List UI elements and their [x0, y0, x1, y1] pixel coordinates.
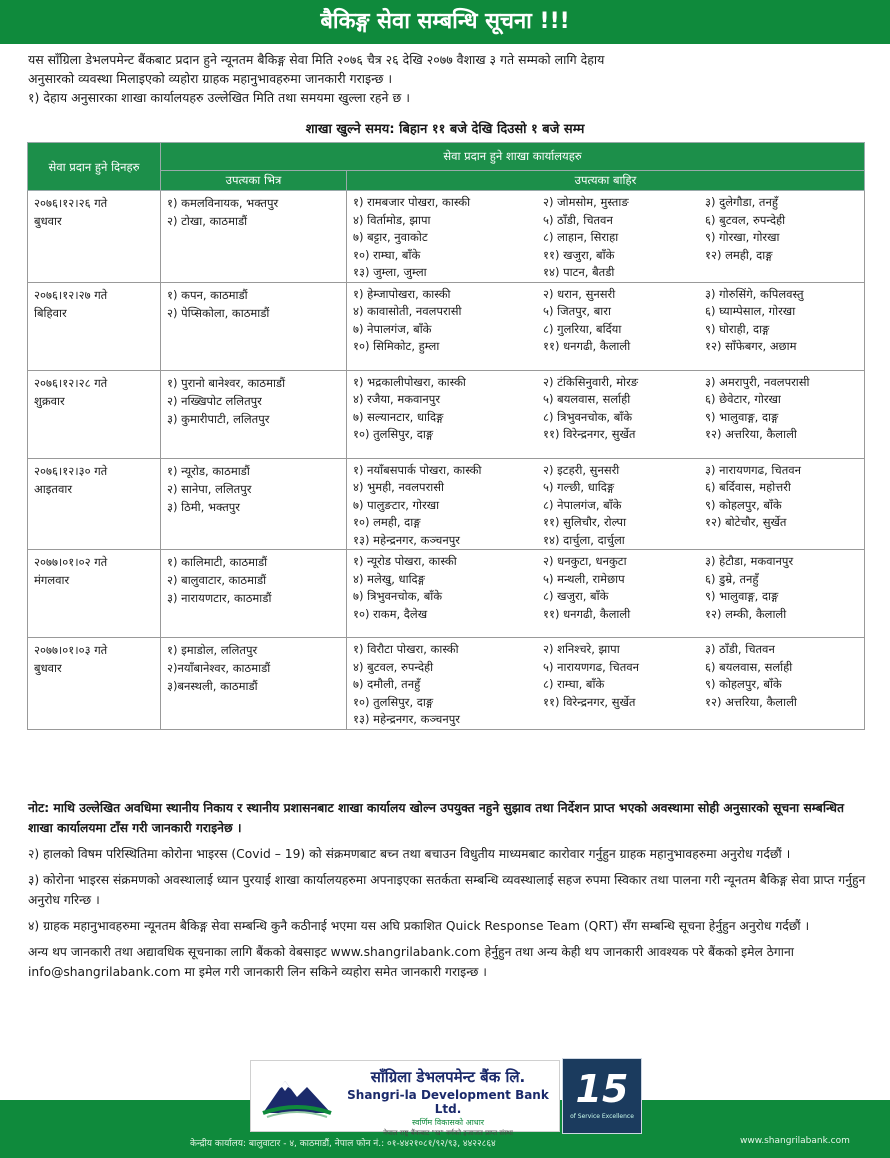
inside-branch: २) सानेपा, ललितपुर — [167, 481, 252, 496]
outside-branch: ५) नारायणगढ, चितवन — [543, 659, 640, 674]
outside-valley-cell — [347, 191, 865, 283]
day-cell — [28, 458, 161, 550]
inside-branch: २)नयाँबानेश्वर, काठमाडौं — [167, 661, 271, 675]
inside-valley-cell — [161, 370, 347, 458]
row-weekday: आइतवार — [34, 481, 73, 496]
outside-branch: ८) गुलरिया, बर्दिया — [543, 321, 622, 336]
inside-branch: १) कालिमाटी, काठमाडौं — [167, 555, 268, 569]
inside-valley-cell — [161, 282, 347, 370]
outside-branch: १) विरौटा पोखरा, कास्की — [353, 642, 459, 656]
table-row — [28, 191, 865, 283]
outside-branch: ७) दमौली, तनहुँ — [353, 677, 421, 691]
day-cell — [28, 282, 161, 370]
outside-branch: १) नयाँबसपार्क पोखरा, कास्की — [353, 462, 482, 477]
inside-branch: १) कपन, काठमाडौं — [167, 287, 248, 302]
note-3: ३) कोरोना भाइरस संक्रमणको अवस्थालाई ध्यान पुरयाई शाखा कार्यालयहरुमा अपनाइएका सतर्कता सम्बन्धि व्यवस्थालाई सहज रुपमा स्विकार तथा पालना गरी न्यूनतम बैकिङ्ग सेवा प्राप्त गर्नुहुन अनुरोध गरिन्छ । — [28, 873, 866, 907]
inside-branch: २) पेप्सिकोला, काठमाडौं — [167, 305, 270, 320]
outside-branch: २) इटहरी, सुनसरी — [543, 462, 620, 477]
day-cell — [28, 638, 161, 730]
outside-branch: ७) त्रिभुवनचोक, बाँके — [353, 589, 443, 603]
outside-branch: २) जोमसोम, मुस्ताङ — [543, 195, 629, 209]
outside-branch: ६) घ्याम्पेसाल, गोरखा — [705, 304, 796, 318]
header-days: सेवा प्रदान हुने दिनहरु — [28, 143, 161, 191]
outside-branch: १) न्यूरोड पोखरा, कास्की — [353, 554, 457, 568]
table-row — [28, 550, 865, 638]
outside-branch: ५) जितपुर, बारा — [543, 304, 611, 318]
outside-branch: १२) लमही, दाङ्ग — [705, 247, 773, 262]
outside-branch: २) धरान, सुनसरी — [543, 286, 616, 301]
logo-text — [339, 1067, 557, 1138]
outside-valley-cell — [347, 638, 865, 730]
outside-branch: ७) सल्यानटार, धादिङ्ग — [353, 409, 444, 424]
notice-title: बैकिङ्ग सेवा सम्बन्धि सूचना !!! — [0, 0, 890, 44]
outside-branch: ८) राम्घा, बाँके — [543, 677, 605, 691]
logo-name-nepali: साँग्रिला डेभलपमेन्ट बैंक लि. — [370, 1068, 526, 1086]
outside-valley-cell — [347, 370, 865, 458]
outside-branch: ६) डुम्रे, तनहुँ — [705, 571, 759, 586]
outside-branch: १२) साँफेबगर, अछाम — [705, 339, 797, 353]
inside-branch: ३) नारायणटार, काठमाडौं — [167, 591, 272, 605]
outside-branch: १३) महेन्द्रनगर, कञ्चनपुर — [353, 712, 460, 726]
table-header-row — [28, 143, 865, 171]
outside-branch: ११) सुलिचौर, रोल्पा — [543, 515, 627, 529]
outside-branch: १२) बोटेचौर, सुर्खेत — [705, 515, 787, 529]
outside-branch: ९) भालुवाङ्ग, दाङ्ग — [705, 409, 779, 424]
inside-branch: १) इमाडोल, ललितपुर — [167, 643, 258, 657]
outside-branch: ३) ठाँडी, चितवन — [705, 642, 775, 656]
row-date: २०७६।१२।२७ गते — [34, 287, 108, 302]
table-body — [28, 191, 865, 730]
outside-branch: ३) दुलेगौडा, तनहुँ — [705, 195, 778, 209]
outside-branch: ११) धनगढी, कैलाली — [543, 606, 631, 621]
header-inside-valley: उपत्यका भित्र — [161, 171, 347, 191]
outside-branch: ७) पालुङटार, गोरखा — [353, 497, 440, 512]
outside-branch: १०) सिमिकोट, हुम्ला — [353, 339, 440, 353]
outside-branch: ११) विरेन्द्रनगर, सुर्खेत — [543, 427, 636, 441]
outside-branch: ४) मलेखु, धादिङ्ग — [353, 571, 425, 586]
row-date: २०७६।१२।३० गते — [34, 463, 108, 478]
outside-branch: ८) त्रिभुवनचोक, बाँके — [543, 409, 633, 424]
outside-valley-cell — [347, 282, 865, 370]
table-row — [28, 458, 865, 550]
note-2: २) हालको विषम परिस्थितिमा कोरोना भाइरस (Covid – 19) को संक्रमणबाट बच्न तथा बचाउन विधुतीय माध्यमबाट कारोवार गर्नुहुन ग्राहक महानुभावहरुमा अनुरोध गर्दछौं । — [28, 847, 791, 861]
logo-tagline: स्वर्णिम विकासको आधार — [411, 1118, 485, 1127]
row-date: २०७७।०१।०२ गते — [34, 555, 108, 569]
anniversary-badge — [562, 1058, 642, 1134]
outside-branch: ४) रजैया, मकवानपुर — [353, 392, 441, 406]
outside-branch: ३) अमरापुरी, नवलपरासी — [705, 374, 810, 389]
note-5: अन्य थप जानकारी तथा अद्यावधिक सूचनाका लागि बैंकको वेबसाइट www.shangrilabank.com हेर्नुहुन तथा अन्य केही थप जानकारी आवश्यक परे बैंकको इमेल ठेगाना info@shangrilabank.com मा इमेल गरी जानकारी लिन सकिने व्यहोरा समेत जानकारी गराइन्छ । — [28, 945, 794, 979]
row-weekday: मंगलवार — [34, 573, 70, 587]
outside-branch: ३) हेटौडा, मकवानपुर — [705, 554, 794, 568]
inside-branch: ३) कुमारीपाटी, ललितपुर — [167, 411, 270, 426]
outside-branch: ४) विर्तामोड, झापा — [353, 212, 431, 227]
outside-branch: १३) जुम्ला, जुम्ला — [353, 265, 427, 279]
outside-branch: ४) कावासोती, नवलपरासी — [353, 304, 462, 318]
outside-branch: १०) राकम, दैलेख — [353, 606, 428, 621]
outside-branch: ३) गोरुसिंगे, कपिलवस्तु — [705, 286, 804, 301]
outside-branch: १२) लम्की, कैलाली — [705, 606, 787, 621]
footer-address: केन्द्रीय कार्यालय: बालुवाटार - ४, काठमाडौं, नेपाल फोन नं.: ०१-४४२१०८१/९२/९३, ४४२२८६४ — [190, 1139, 496, 1149]
row-weekday: बुधवार — [34, 214, 62, 228]
intro-line-2: अनुसारको व्यवस्था मिलाइएको व्यहोरा ग्राहक महानुभावहरुमा जानकारी गराइन्छ । — [28, 71, 393, 86]
intro-line-3: १) देहाय अनुसारका शाखा कार्यालयहरु उल्लेखित मिति तथा समयमा खुल्ला रहने छ । — [28, 90, 410, 105]
table-row — [28, 638, 865, 730]
inside-branch: १) न्यूरोड, काठमाडौं — [167, 463, 250, 478]
outside-branch — [705, 532, 855, 550]
row-weekday: शुक्रवार — [34, 393, 65, 408]
outside-branch: ४) भुमही, नवलपरासी — [353, 480, 445, 494]
outside-branch: १०) राम्घा, बाँके — [353, 247, 421, 262]
mountain-logo-icon — [261, 1073, 333, 1119]
row-date: २०७७।०१।०३ गते — [34, 643, 108, 657]
logo-name-english: Shangri-la Development Bank Ltd. — [347, 1088, 549, 1116]
branch-hours: शाखा खुल्ने समय: बिहान ११ बजे देखि दिउसो १ बजे सम्म — [305, 122, 585, 137]
outside-branch — [705, 711, 855, 729]
inside-branch: २) टोखा, काठमाडौं — [167, 214, 248, 228]
outside-branch: ५) मन्थली, रामेछाप — [543, 571, 625, 586]
outside-branch: १३) महेन्द्रनगर, कञ्चनपुर — [353, 532, 460, 547]
day-cell — [28, 191, 161, 283]
outside-branch: ११) खजुरा, बाँके — [543, 247, 615, 262]
header-outside-valley: उपत्यका बाहिर — [347, 171, 865, 191]
outside-branch: ४) बुटवल, रुपन्देही — [353, 659, 434, 674]
anniversary-number: 15 — [575, 1067, 629, 1111]
outside-branch: ९) कोहलपुर, बाँके — [705, 497, 782, 512]
header-branches: सेवा प्रदान हुने शाखा कार्यालयहरु — [161, 143, 865, 171]
row-weekday: बिहिवार — [34, 305, 67, 320]
outside-branch: २) शनिश्चरे, झापा — [543, 642, 620, 656]
outside-branch: १) भद्रकालीपोखरा, कास्की — [353, 374, 466, 389]
table-row — [28, 282, 865, 370]
inside-branch: ३) ठिमी, भक्तपुर — [167, 499, 240, 514]
outside-branch: ७) बट्टार, नुवाकोट — [353, 230, 428, 244]
outside-branch: ३) नारायणगढ, चितवन — [705, 462, 802, 477]
outside-branch: १) रामबजार पोखरा, कास्की — [353, 195, 471, 209]
row-weekday: बुधवार — [34, 661, 62, 675]
outside-branch: ५) गल्छी, धादिङ्ग — [543, 480, 615, 494]
inside-branch: १) पुरानो बानेश्वर, काठमाडौं — [167, 375, 286, 390]
outside-branch: १०) तुलसिपुर, दाङ्ग — [353, 427, 434, 441]
inside-valley-cell — [161, 191, 347, 283]
outside-branch: १) हेम्जापोखरा, कास्की — [353, 286, 451, 301]
day-cell — [28, 370, 161, 458]
inside-branch: १) कमलविनायक, भक्तपुर — [167, 196, 279, 210]
notes-section — [28, 798, 866, 988]
outside-branch: ७) नेपालगंज, बाँके — [353, 321, 432, 336]
row-date: २०७६।१२।२६ गते — [34, 196, 108, 210]
bank-logo — [250, 1060, 560, 1137]
inside-branch: ३)बनस्थली, काठमाडौं — [167, 679, 258, 693]
inside-branch: २) नख्खिपोट ललितपुर — [167, 393, 262, 408]
outside-branch: १०) तुलसिपुर, दाङ्ग — [353, 694, 434, 709]
anniversary-caption: of Service Excellence — [570, 1113, 634, 1120]
outside-branch: ५) ठाँडी, चितवन — [543, 212, 613, 227]
outside-branch: ८) नेपालगंज, बाँके — [543, 497, 622, 512]
logo-subline: नेपाल राष्ट्र बैंकबाट "ख" वर्गको इजाजत प्राप्त संस्था — [383, 1129, 513, 1137]
inside-valley-cell — [161, 638, 347, 730]
outside-branch: ६) बर्दिवास, महोत्तरी — [705, 480, 791, 494]
outside-branch: ११) विरेन्द्रनगर, सुर्खेत — [543, 694, 636, 709]
outside-branch: ९) घोराही, दाङ्ग — [705, 321, 770, 336]
outside-branch: २) धनकुटा, धनकुटा — [543, 554, 627, 568]
outside-branch: ६) बयलवास, सर्लाही — [705, 659, 793, 674]
outside-branch: ६) छेवेटार, गोरखा — [705, 392, 781, 406]
outside-branch: १०) लमही, दाङ्ग — [353, 515, 421, 529]
outside-branch: १२) अत्तरिया, कैलाली — [705, 427, 797, 441]
outside-branch: १४) पाटन, बैतडी — [543, 265, 615, 279]
outside-branch: ११) धनगढी, कैलाली — [543, 339, 631, 353]
outside-branch: ९) कोहलपुर, बाँके — [705, 677, 782, 691]
table-row — [28, 370, 865, 458]
outside-branch: २) टंकिसिनुवारी, मोरङ — [543, 374, 639, 389]
outside-branch: ९) भालुवाङ्ग, दाङ्ग — [705, 589, 779, 603]
day-cell — [28, 550, 161, 638]
intro-line-1: यस साँग्रिला डेभलपमेन्ट बैंकबाट प्रदान हुने न्यूनतम बैकिङ्ग सेवा मिति २०७६ चैत्र २६ देखि २०७७ वैशाख ३ गते सम्मको लागि देहाय — [28, 52, 605, 67]
inside-valley-cell — [161, 458, 347, 550]
note-4: ४) ग्राहक महानुभावहरुमा न्यूनतम बैकिङ्ग सेवा सम्बन्धि कुनै कठीनाई भएमा यस अघि प्रकाशित Quick Response Team (QRT) सँग सम्बन्धि सूचना हेर्नुहुन अनुरोध गर्दछौं । — [28, 919, 810, 933]
outside-branch — [543, 711, 705, 729]
intro-text — [28, 50, 868, 107]
outside-branch: १२) अत्तरिया, कैलाली — [705, 694, 797, 709]
outside-branch — [705, 264, 855, 282]
outside-branch: ६) बुटवल, रुपन्देही — [705, 212, 786, 227]
note-1: नोट: माथि उल्लेखित अवधिमा स्थानीय निकाय र स्थानीय प्रशासनबाट शाखा कार्यालय खोल्न उपयुक्त नहुने सुझाव तथा निर्देशन प्राप्त भएको अवस्थामा सोही अनुसारको सूचना सम्बन्धित शाखा कार्यालयमा टाँस गरी जानकारी गराइनेछ । — [28, 801, 844, 835]
outside-branch: ९) गोरखा, गोरखा — [705, 230, 780, 244]
outside-branch: १४) दार्चुला, दार्चुला — [543, 532, 625, 547]
outside-branch: ८) खजुरा, बाँके — [543, 589, 609, 603]
inside-valley-cell — [161, 550, 347, 638]
outside-branch: ८) लाहान, सिराहा — [543, 230, 619, 244]
footer-website: www.shangrilabank.com — [740, 1136, 850, 1146]
inside-branch: २) बालुवाटार, काठमाडौं — [167, 573, 267, 587]
branch-schedule-table — [27, 142, 865, 730]
row-date: २०७६।१२।२८ गते — [34, 375, 108, 390]
outside-valley-cell — [347, 550, 865, 638]
outside-valley-cell — [347, 458, 865, 550]
outside-branch: ५) बयलवास, सर्लाही — [543, 392, 631, 406]
